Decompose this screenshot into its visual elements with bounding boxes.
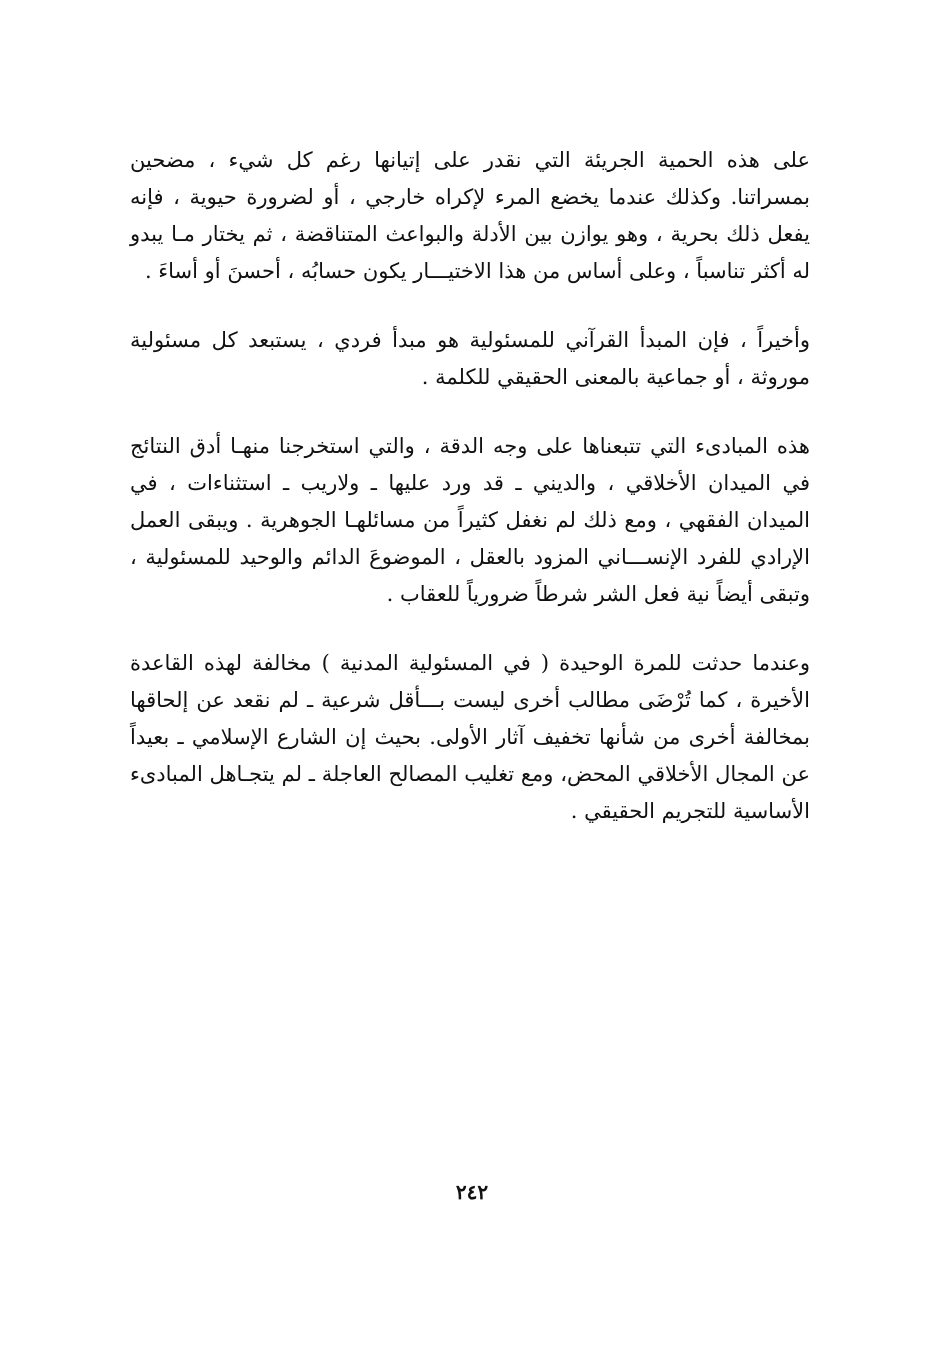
body-text [130,142,810,862]
paragraph-4: وعندما حدثت للمرة الوحيدة ( في المسئولية المدنية ) مخالفة لهذه القاعدة الأخيرة ، كما تُرْضَى مطالب أخرى ليست بـــأقل شرعية ـ لم نقعد عن إلحاقها بمخالفة أخرى من شأنها تخفيف آثار الأولى. بحيث إن الشارع الإسلامي ـ بعيداً عن المجال الأخلاقي المحض، ومع تغليب المصالح العاجلة ـ لم يتجـاهل المبادىء الأساسية للتجريم الحقيقي . [130,651,810,823]
paragraph-2: وأخيراً ، فإن المبدأ القرآني للمسئولية هو مبدأ فردي ، يستبعد كل مسئولية موروثة ، أو جماعية بالمعنى الحقيقي للكلمة . [130,328,810,389]
paragraph-3: هذه المبادىء التي تتبعناها على وجه الدقة ، والتي استخرجنا منهـا أدق النتائج في الميدان الأخلاقي ، والديني ـ قد ورد عليها ـ ولاريب ـ استثناءات ، في الميدان الفقهي ، ومع ذلك لم نغفل كثيراً من مسائلهـا الجوهرية . ويبقى العمل الإرادي للفرد الإنســـاني المزود بالعقل ، الموضوعَ الدائم والوحيد للمسئولية ، وتبقى أيضاً نية فعل الشر شرطاً ضرورياً للعقاب . [130,434,810,606]
page-number: ٢٤٢ [455,1180,489,1204]
paragraph-1: على هذه الحمية الجريئة التي نقدر على إتيانها رغم كل شيء ، مضحين بمسراتنا. وكذلك عندما يخضع المرء لإكراه خارجي ، أو لضرورة حيوية ، فإنه يفعل ذلك بحرية ، وهو يوازن بين الأدلة والبواعث المتناقضة ، ثم يختار مـا يبدو له أكثر تناسباً ، وعلى أساس من هذا الاختيـــار يكون حسابُه ، أحسنَ أو أساءَ . [130,148,810,283]
